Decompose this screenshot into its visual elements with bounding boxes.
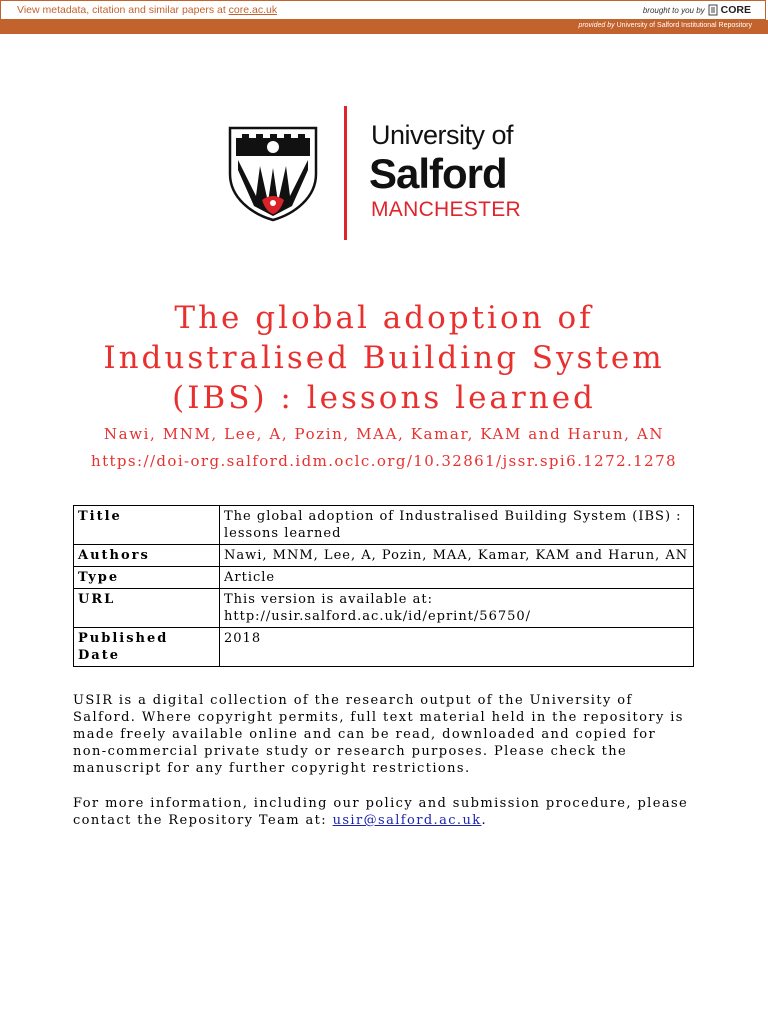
- core-view-text: View metadata, citation and similar papers at: [17, 4, 229, 16]
- row-value-authors: Nawi, MNM, Lee, A, Pozin, MAA, Kamar, KAM and Harun, AN: [220, 545, 694, 567]
- row-value-url: [220, 589, 694, 628]
- table-row: [74, 589, 694, 628]
- eprint-url-link[interactable]: http://usir.salford.ac.uk/id/eprint/56750/: [224, 609, 532, 624]
- core-banner: [0, 0, 766, 20]
- usir-description: USIR is a digital collection of the research output of the University of Salford. Where copyright permits, full text material held in the repository is made freely available online and can be read, downloaded and copied for non-commercial private study or research purposes. Please check the manuscript for any further copyright restrictions.: [73, 693, 684, 776]
- paper-doi-link[interactable]: https://doi-org.salford.idm.oclc.org/10.32861/jssr.spi6.1272.1278: [91, 452, 677, 470]
- row-label-published-date: Published Date: [74, 628, 220, 667]
- row-value-type: Article: [220, 567, 694, 589]
- url-availability-text: This version is available at:: [224, 592, 433, 607]
- core-logo-text: CORE: [720, 4, 751, 16]
- provided-by-bar: [0, 20, 768, 34]
- brought-text: brought to you by: [642, 5, 705, 15]
- table-row: [74, 506, 694, 545]
- table-row: [74, 567, 694, 589]
- row-label-title: Title: [74, 506, 220, 545]
- table-row: [74, 545, 694, 567]
- core-icon: [708, 4, 718, 16]
- title-line-1: The global adoption of: [174, 300, 594, 336]
- row-label-authors: Authors: [74, 545, 220, 567]
- row-label-url: URL: [74, 589, 220, 628]
- metadata-table: [73, 505, 694, 667]
- row-value-published-date: 2018: [220, 628, 694, 667]
- salford-crest-icon: [228, 126, 318, 222]
- logo-university-of: University of: [371, 120, 514, 150]
- paper-title: [60, 298, 708, 418]
- provided-prefix: provided by: [578, 22, 615, 29]
- table-row: [74, 628, 694, 667]
- core-view-metadata: [17, 4, 277, 16]
- email-link[interactable]: usir@salford.ac.uk: [332, 813, 482, 828]
- core-brought-to-you[interactable]: [643, 4, 751, 16]
- logo-divider: [344, 106, 347, 240]
- provided-repo[interactable]: University of Salford Institutional Repository: [616, 22, 752, 29]
- provided-by-text: [578, 22, 752, 29]
- row-label-type: Type: [74, 567, 220, 589]
- contact-suffix: .: [481, 813, 488, 828]
- title-line-2: Industralised Building System: [103, 340, 665, 376]
- contact-text: For more information, including our policy and submission procedure, please contact the Repository Team at:: [73, 796, 689, 828]
- contact-paragraph: [73, 795, 695, 829]
- paper-authors: Nawi, MNM, Lee, A, Pozin, MAA, Kamar, KAM and Harun, AN: [103, 425, 665, 443]
- row-value-title: The global adoption of Industralised Building System (IBS) : lessons learned: [220, 506, 694, 545]
- core-link[interactable]: core.ac.uk: [228, 4, 278, 16]
- logo-manchester: MANCHESTER: [371, 198, 522, 221]
- logo-salford: Salford: [369, 150, 507, 197]
- title-line-3: (IBS) : lessons learned: [172, 380, 596, 416]
